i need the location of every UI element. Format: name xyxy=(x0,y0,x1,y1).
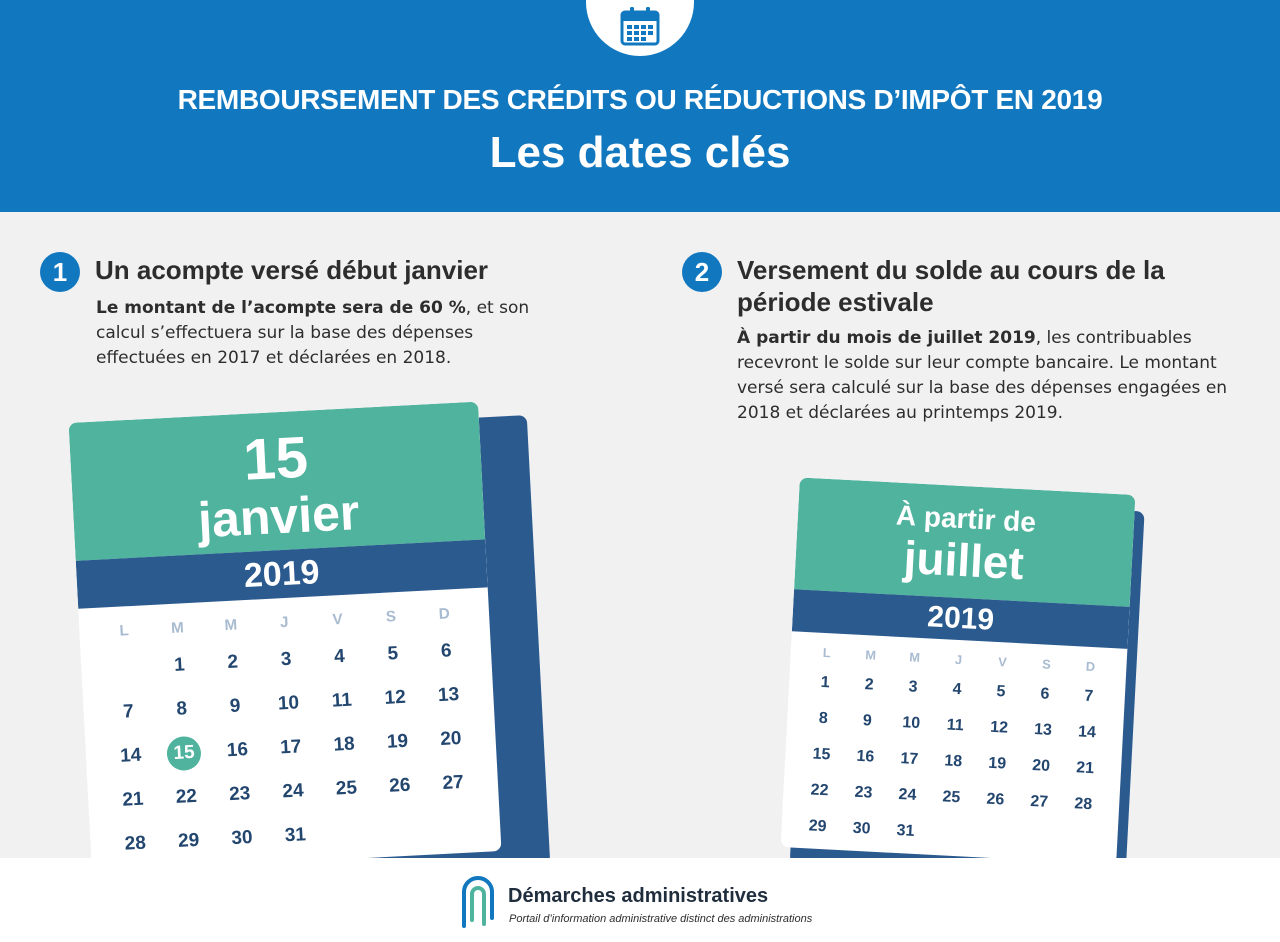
calendar-day: 30 xyxy=(852,819,871,838)
calendar-day: 25 xyxy=(335,777,358,800)
calendar-day: 17 xyxy=(279,736,302,759)
calendar-day: 8 xyxy=(818,709,829,728)
step-1-body-text: , et son calcul s’effectuera sur la base des dépenses effectuées en 2017 et déclarées en 2018. xyxy=(96,298,530,368)
calendar-day: 17 xyxy=(899,750,919,769)
calendar-day-highlighted: 15 xyxy=(156,730,212,777)
footer-brand-name: Démarches administratives xyxy=(508,885,769,907)
calendar-day: 23 xyxy=(854,783,873,802)
calendar-day: 16 xyxy=(856,747,875,766)
header-kicker: REMBOURSEMENT DES CRÉDITS OU RÉDUCTIONS D’IMPÔT EN 2019 xyxy=(177,84,1103,115)
calendar-july-header xyxy=(794,477,1135,606)
step-2-body-text: , les contribuables recevront le solde sur leur compte bancaire. Le montant versé sera calculé sur la base des dépenses engagées en 2018 et déclarées au printemps 2019. xyxy=(737,328,1228,423)
calendar-day: 22 xyxy=(810,781,829,800)
calendar-day: 9 xyxy=(862,712,873,730)
calendar-day: 23 xyxy=(228,783,251,806)
calendar-day: 7 xyxy=(1083,687,1094,706)
calendar-day: 12 xyxy=(989,718,1009,737)
calendar-january-month: janvier xyxy=(196,483,361,549)
calendar-day: 14 xyxy=(119,744,142,767)
calendar-day: 27 xyxy=(442,771,465,794)
calendar-january xyxy=(69,402,502,873)
calendar-day: 13 xyxy=(1033,721,1053,739)
step-1-number: 1 xyxy=(40,252,80,292)
step-2-body-bold: À partir du mois de juillet 2019 xyxy=(737,328,1036,348)
calendar-day: 25 xyxy=(942,788,961,807)
calendar-weekday: J xyxy=(279,613,289,632)
calendar-day: 8 xyxy=(175,698,188,720)
calendar-day: 28 xyxy=(124,832,147,855)
calendar-july-grid xyxy=(781,639,1127,860)
calendar-july-face xyxy=(781,477,1136,864)
calendar-day: 15 xyxy=(812,745,831,764)
step-2-number: 2 xyxy=(682,252,722,292)
calendar-day: 18 xyxy=(333,733,356,756)
calendar-day: 1 xyxy=(173,654,186,676)
calendar-day: 2 xyxy=(226,651,239,674)
calendar-day: 24 xyxy=(898,786,917,804)
calendar-day: 28 xyxy=(1073,795,1093,814)
calendar-january-day: 15 xyxy=(241,424,310,493)
calendar-weekday: J xyxy=(954,651,963,668)
calendar-weekday: M xyxy=(170,619,185,637)
calendar-day: 6 xyxy=(440,640,453,662)
calendar-day: 16 xyxy=(226,739,249,762)
step-1-body xyxy=(96,296,536,371)
calendar-day: 7 xyxy=(122,701,135,723)
calendar-day: 21 xyxy=(121,788,145,811)
calendar-day: 9 xyxy=(229,695,241,717)
footer-tagline: Portail d’information administrative distinct des administrations xyxy=(509,913,813,925)
calendar-day: 26 xyxy=(388,774,411,797)
calendar-day: 21 xyxy=(1075,759,1095,778)
calendar-empty-cell xyxy=(98,645,154,692)
calendar-weekday: D xyxy=(1085,658,1096,675)
calendar-july-year: 2019 xyxy=(792,589,1130,649)
calendar-july xyxy=(781,477,1136,864)
calendar-weekday: V xyxy=(997,654,1008,670)
calendar-weekday: M xyxy=(908,649,921,665)
calendar-day: 20 xyxy=(1031,757,1051,775)
calendar-day: 30 xyxy=(230,826,254,850)
calendar-day: 11 xyxy=(331,689,353,712)
calendar-july-prefix: À partir de xyxy=(895,499,1037,538)
calendar-weekday: D xyxy=(438,605,451,623)
calendar-january-grid xyxy=(79,597,502,868)
calendar-day: 20 xyxy=(439,727,462,750)
calendar-icon xyxy=(620,6,660,46)
calendar-weekday: S xyxy=(385,608,397,626)
calendar-weekday: L xyxy=(119,622,130,640)
calendar-day: 4 xyxy=(952,680,962,699)
calendar-day: 5 xyxy=(387,643,399,665)
footer xyxy=(0,858,1280,942)
calendar-day: 1 xyxy=(820,673,831,692)
calendar-january-year: 2019 xyxy=(76,539,488,608)
calendar-july-month: juillet xyxy=(902,531,1026,590)
calendar-day: 13 xyxy=(437,683,460,707)
calendar-day: 11 xyxy=(946,716,965,735)
calendar-day: 12 xyxy=(384,686,407,709)
calendar-day: 31 xyxy=(284,824,307,847)
step-1-title: Un acompte versé début janvier xyxy=(95,255,489,285)
calendar-day: 29 xyxy=(808,817,827,836)
calendar-day: 6 xyxy=(1040,685,1050,703)
calendar-day: 3 xyxy=(280,648,293,671)
calendar-weekday: M xyxy=(224,616,238,635)
calendar-day: 24 xyxy=(281,780,305,803)
calendar-day: 5 xyxy=(996,683,1006,701)
calendar-day: 19 xyxy=(386,730,409,753)
calendar-day: 27 xyxy=(1029,792,1049,811)
calendar-day: 18 xyxy=(943,752,963,771)
calendar-weekday: M xyxy=(864,647,877,663)
calendar-day: 14 xyxy=(1077,723,1097,742)
calendar-weekday: S xyxy=(1041,656,1052,672)
step-1-body-bold: Le montant de l’acompte sera de 60 % xyxy=(96,298,466,318)
calendar-day: 10 xyxy=(901,714,921,733)
step-2-body xyxy=(737,326,1237,426)
calendar-weekday: L xyxy=(822,644,832,661)
calendar-day: 2 xyxy=(864,676,875,694)
header-banner xyxy=(0,0,1280,212)
header-badge xyxy=(586,0,694,56)
calendar-day: 26 xyxy=(985,790,1005,809)
step-2-title: Versement du solde au cours de la période estivale xyxy=(737,255,1165,317)
calendar-day: 3 xyxy=(908,678,918,696)
calendar-weekday: V xyxy=(332,610,344,629)
calendar-day: 10 xyxy=(277,692,300,715)
calendar-january-face xyxy=(69,402,502,873)
calendar-day: 4 xyxy=(333,645,346,668)
calendar-day: 31 xyxy=(896,822,915,840)
calendar-day: 19 xyxy=(987,754,1007,773)
paperclip-logo-icon xyxy=(458,874,498,930)
calendar-day: 22 xyxy=(175,785,198,808)
page-title: Les dates clés xyxy=(489,128,791,177)
calendar-january-header xyxy=(69,402,486,561)
calendar-day: 29 xyxy=(177,829,200,852)
